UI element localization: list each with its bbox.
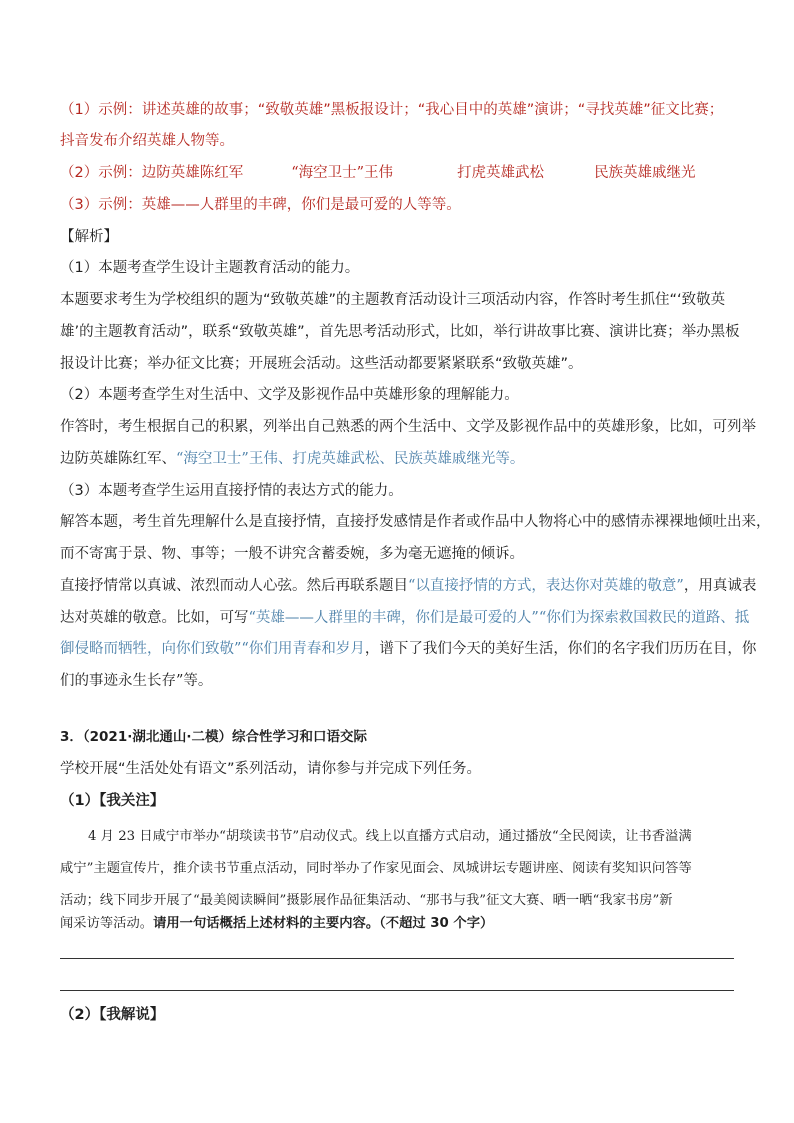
analysis-1-line-1: 本题要求考生为学校组织的题为“致敬英雄”的主题教育活动设计三项活动内容，作答时考生抓住“‘致敬英 bbox=[60, 292, 726, 308]
analysis-3-line-2: 而不寄寓于景、物、事等；一般不讲究含蓄委婉，多为毫无遮掩的倾诉。 bbox=[60, 546, 524, 562]
analysis-3-line-5-c: ，谱下了我们今天的美好生活，你们的名字我们历历在目，你 bbox=[364, 641, 757, 657]
material-line-3: 活动；线下同步开展了“最美阅读瞬间”摄影展作品征集活动、“那书与我”征文大赛、晒一晒“我家书房”新 bbox=[60, 893, 673, 908]
answer-1-line-2: 抖音发布介绍英雄人物等。 bbox=[60, 133, 234, 149]
analysis-heading: 【解析】 bbox=[60, 229, 118, 245]
analysis-1-title: （1）本题考查学生设计主题教育活动的能力。 bbox=[60, 260, 360, 276]
question-3-intro: 学校开展“生活处处有语文”系列活动，请你参与并完成下列任务。 bbox=[60, 761, 482, 777]
answer-1-line-1: （1）示例：讲述英雄的故事；“致敬英雄”黑板报设计；“我心目中的英雄”演讲；“寻找英雄”征文比赛； bbox=[60, 102, 724, 118]
material-line-1: 4 月 23 日咸宁市举办“胡琰读书节”启动仪式。线上以直播方式启动，通过播放“全民阅读，让书香溢满 bbox=[88, 829, 692, 844]
analysis-3-line-6: 们的事迹永生长存”等。 bbox=[60, 673, 213, 689]
question-3-title: 3．（2021·湖北通山·二模）综合性学习和口语交际 bbox=[60, 729, 367, 745]
answer-2-line bbox=[60, 163, 696, 183]
answer-2-item-2: “海空卫士”王伟 bbox=[291, 165, 394, 181]
material-prompt: 请用一句话概括上述材料的主要内容。（不超过 30 个字） bbox=[153, 916, 494, 931]
analysis-3-line-1: 解答本题，考生首先理解什么是直接抒情，直接抒发感情是作者或作品中人物将心中的感情赤裸裸地倾吐出来， bbox=[60, 514, 771, 530]
answer-2-item-3: 打虎英雄武松 bbox=[457, 165, 545, 181]
analysis-2-line-2-text: 边防英雄陈红军、 bbox=[60, 451, 176, 467]
answer-line-2[interactable] bbox=[60, 990, 734, 991]
question-3-sub-2: （2）【我解说】 bbox=[60, 1007, 165, 1023]
analysis-3-line-3 bbox=[60, 576, 756, 596]
analysis-1-line-3: 报设计比赛；举办征文比赛；开展班会活动。这些活动都要紧紧联系“致敬英雄”。 bbox=[60, 356, 583, 372]
analysis-2-line-2 bbox=[60, 449, 524, 469]
question-3-sub-1: （1）【我关注】 bbox=[60, 793, 165, 809]
answer-2-prefix: （2）示例：边防英雄陈红军 bbox=[60, 165, 244, 181]
answer-line-1[interactable] bbox=[60, 958, 734, 959]
material-line-2: 咸宁”主题宣传片，推介读书节重点活动，同时举办了作家见面会、凤城讲坛专题讲座、阅读有奖知识问答等 bbox=[60, 861, 692, 876]
analysis-2-line-1: 作答时，考生根据自己的积累，列举出自己熟悉的两个生活中、文学及影视作品中的英雄形象，比如，可列举 bbox=[60, 419, 756, 435]
analysis-3-line-4 bbox=[60, 608, 749, 628]
analysis-3-line-5 bbox=[60, 639, 756, 659]
analysis-3-line-3-a: 直接抒情常以真诚、浓烈而动人心弦。然后再联系题目 bbox=[60, 578, 408, 594]
analysis-2-title: （2）本题考查学生对生活中、文学及影视作品中英雄形象的理解能力。 bbox=[60, 387, 519, 403]
analysis-3-title: （3）本题考查学生运用直接抒情的表达方式的能力。 bbox=[60, 483, 403, 499]
material-line-4 bbox=[60, 914, 493, 934]
analysis-3-line-3-highlight: “以直接抒情的方式，表达你对英雄的敬意” bbox=[408, 578, 684, 594]
analysis-3-line-4-a: 达对英雄的敬意。比如，可写 bbox=[60, 610, 249, 626]
analysis-3-line-5-highlight-b: “你们用青春和岁月 bbox=[241, 641, 365, 657]
material-line-4-text: 闻采访等活动。 bbox=[60, 916, 154, 931]
analysis-2-line-2-highlight: “海空卫士”王伟、打虎英雄武松、民族英雄戚继光等。 bbox=[176, 451, 525, 467]
analysis-3-line-4-highlight: “英雄——人群里的丰碑，你们是最可爱的人”“你们为探索救国救民的道路、抵 bbox=[248, 610, 750, 626]
analysis-3-line-3-c: ，用真诚表 bbox=[683, 578, 757, 594]
answer-3-line: （3）示例：英雄——人群里的丰碑，你们是最可爱的人等等。 bbox=[60, 197, 461, 213]
analysis-1-line-2: 雄’的主题教育活动”，联系“致敬英雄”，首先思考活动形式，比如，举行讲故事比赛、演讲比赛；举办黑板 bbox=[60, 324, 740, 340]
analysis-3-line-5-highlight-a: 御侵略而牺牲，向你们致敬” bbox=[60, 641, 242, 657]
answer-2-item-4: 民族英雄戚继光 bbox=[594, 165, 696, 181]
